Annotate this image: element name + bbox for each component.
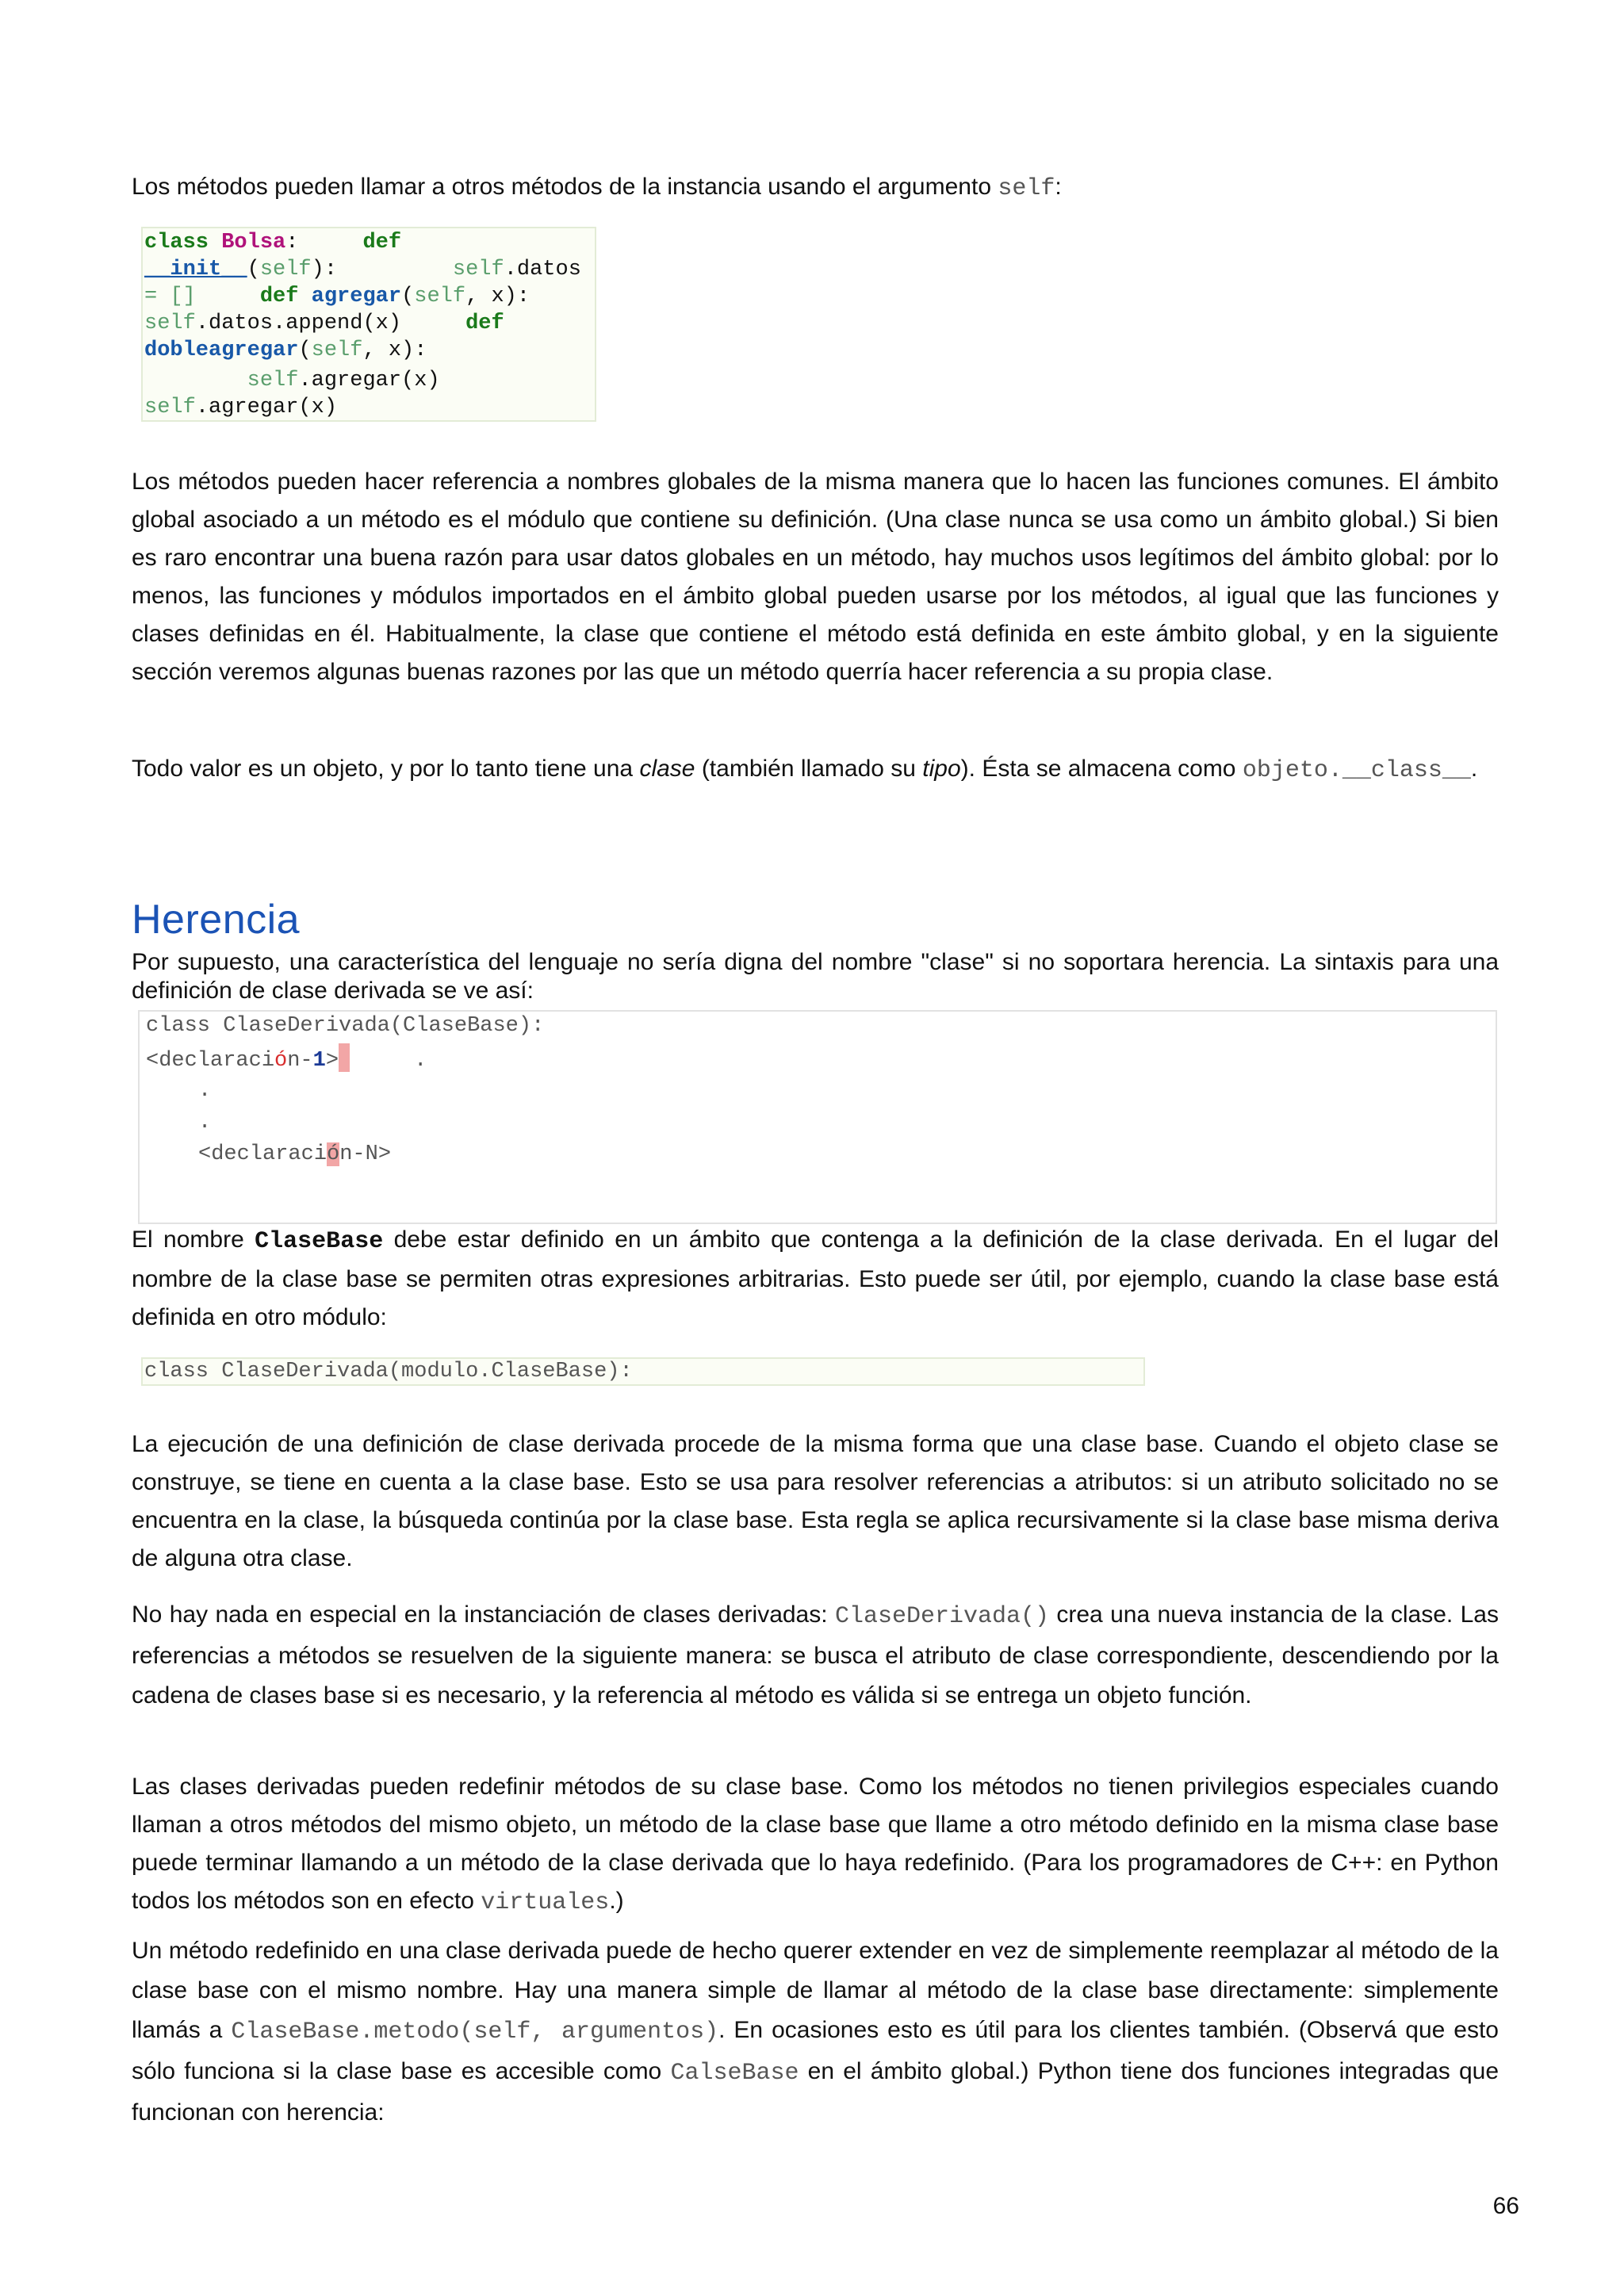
page-number: 66 — [1492, 2193, 1519, 2219]
paragraph-instanciacion: No hay nada en especial en la instanciación de clases derivadas: ClaseDerivada() crea una nueva instancia de la clase. Las referencias a métodos se resuelven de la siguiente manera: se busca el atributo de clase correspondiente, descendiendo por la cadena de clases base si es necesario, y la referencia al método es válida si se entrega un objeto función. — [132, 1601, 1499, 1709]
code-derivada-line-1: class ClaseDerivada(ClaseBase): — [146, 1014, 545, 1038]
code-derivada-line-4: . — [198, 1111, 212, 1135]
paragraph-redefinir: Las clases derivadas pueden redefinir métodos de su clase base. Como los métodos no tienen privilegios especiales cuando llaman a otros métodos del mismo objeto, un método de la clase base que llame a otro método definido en la misma clase base puede terminar llamando a un método de la clase derivada que lo haya redefinido. (Para los programadores de C++: en Python todos los métodos son en efecto virtuales.) — [132, 1774, 1499, 1916]
inline-code-clasederivada: ClaseDerivada() — [834, 1603, 1049, 1630]
code-line-1: class Bolsa: def — [144, 231, 402, 254]
intro-end: : — [1055, 174, 1062, 200]
code-line-7: self.agregar(x) — [144, 396, 338, 419]
intro-text: Los métodos pueden llamar a otros métodos de la instancia usando el argumento — [132, 174, 998, 200]
paragraph-objeto: Todo valor es un objeto, y por lo tanto tiene una clase (también llamado su tipo). Ésta se almacena como objeto.__class__. — [132, 756, 1478, 784]
code-line-5: dobleagregar(self, x): — [144, 339, 427, 362]
code-block-modulo: class ClaseDerivada(modulo.ClaseBase): — [141, 1357, 1145, 1386]
paragraph-globales: Los métodos pueden hacer referencia a nombres globales de la misma manera que lo hacen las funciones comunes. El ámbito global asociado a un método es el módulo que contiene su definición. (Una clase nunca se usa como un ámbito global.) Si bien es raro encontrar una buena razón para usar datos globales en un método, hay muchos usos legítimos del ámbito global: por lo menos, las funciones y módulos importados en el ámbito global pueden usarse por los métodos, al igual que las funciones y clases definidas en él. Habitualmente, la clase que contiene el método está definida en este ámbito global, y en la siguiente sección veremos algunas buenas razones por las que un método querría hacer referencia a su propia clase. — [132, 469, 1499, 685]
code-line-6: self.agregar(x) — [247, 369, 440, 392]
code-block-bolsa — [141, 227, 596, 422]
code-derivada-line-3: . — [198, 1079, 212, 1103]
paragraph-ejecucion: La ejecución de una definición de clase derivada procede de la misma forma que una clase base. Cuando el objeto clase se construye, se tiene en cuenta a la clase base. Esto se usa para resolver referencias a atributos: si un atributo solicitado no se encuentra en la clase, la búsqueda continúa por la clase base. Esta regla se aplica recursivamente si la clase base misma deriva de alguna otra clase. — [132, 1431, 1499, 1571]
inline-code-self: self — [998, 175, 1055, 202]
inline-code-virtuales: virtuales — [481, 1889, 610, 1916]
code-derivada-line-5: <declaración-N> — [198, 1142, 392, 1166]
code-line-2: __init__(self): self.datos — [144, 258, 581, 281]
paragraph-herencia: Por supuesto, una característica del lenguaje no sería digna del nombre "clase" si no soportara herencia. La sintaxis para una definición de clase derivada se ve así: — [132, 949, 1499, 1004]
code-block-derivada — [138, 1010, 1497, 1224]
code-derivada-line-2: <declaración-1> . — [146, 1043, 427, 1075]
section-heading-herencia: Herencia — [132, 897, 301, 943]
text-cursor-marker — [339, 1043, 350, 1072]
inline-code-clasebase: ClaseBase — [255, 1228, 384, 1255]
code-line-3: = [] def agregar(self, x): — [144, 285, 530, 308]
intro-paragraph — [132, 168, 1499, 208]
inline-code-calsebase: CalseBase — [670, 2060, 799, 2087]
code-line-4: self.datos.append(x) def — [144, 312, 504, 335]
inline-code-metodo: ClaseBase.metodo(self, argumentos) — [231, 2019, 719, 2045]
paragraph-clasebase: El nombre ClaseBase debe estar definido en un ámbito que contenga a la definición de la clase derivada. En el lugar del nombre de la clase base se permiten otras expresiones arbitrarias. Esto puede ser útil, por ejemplo, cuando la clase base está definida en otro módulo: — [132, 1226, 1499, 1330]
inline-code-class: objeto.__class__ — [1242, 757, 1471, 784]
paragraph-extender: Un método redefinido en una clase derivada puede de hecho querer extender en vez de simplemente reemplazar al método de la clase base con el mismo nombre. Hay una manera simple de llamar al método de la clase base directamente: simplemente llamás a ClaseBase.metodo(self, argumentos). En ocasiones esto es útil para los clientes también. (Observá que esto sólo funciona si la clase base es accesible como CalseBase en el ámbito global.) Python tiene dos funciones integradas que funcionan con herencia: — [132, 1938, 1500, 2126]
